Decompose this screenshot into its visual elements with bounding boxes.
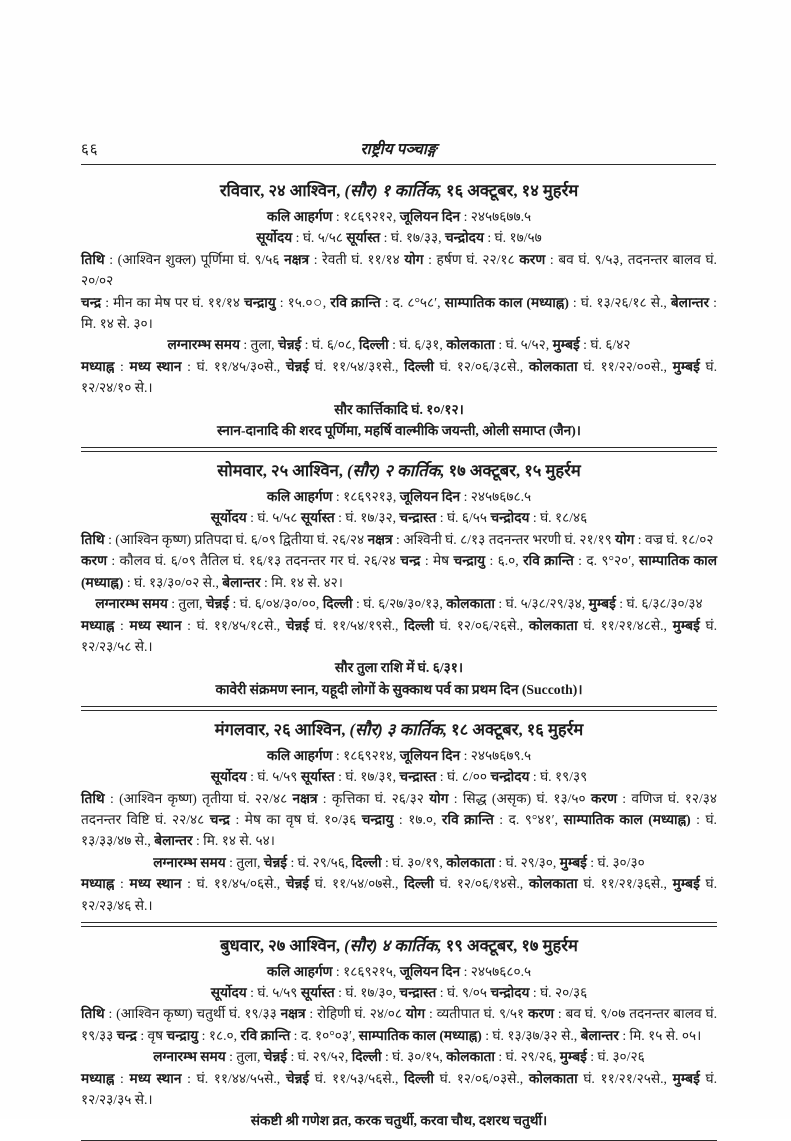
text-run: रविवार, २४ आश्विन, [219, 181, 345, 200]
text-run: चन्द्रास्त [399, 769, 437, 785]
text-run: : घं. २९/३०, [494, 854, 560, 870]
day-title [81, 459, 717, 483]
text-run: रवि क्रान्ति [523, 553, 574, 569]
kali-ahargana-line [81, 206, 717, 227]
text-run: : हर्षण घं. २२/१८ [423, 251, 520, 267]
chandra-line [81, 292, 717, 335]
sun-moon-times-line [81, 227, 717, 248]
text-run: सूर्योदय [210, 769, 247, 785]
text-run: : घं. ६/०४/३०/००, [229, 596, 323, 612]
text-run: : घं. ६/५५ [436, 510, 491, 526]
day-section-monday [81, 459, 717, 700]
tithi-line [81, 788, 717, 852]
text-run: : घं. ६/२७/३०/१३, [352, 596, 447, 612]
text-run: : घं. ५/५८ [246, 510, 301, 526]
sun-moon-times-line [81, 766, 717, 787]
text-run: लग्नारम्भ समय [153, 854, 226, 870]
text-run: : घं. २९/२६, [494, 1049, 560, 1065]
text-run: बेलान्तर [222, 574, 261, 590]
text-run: घं. ११/२२/००से., [577, 358, 673, 374]
text-run: दिल्ली [358, 337, 389, 353]
text-run: : १७.०, [393, 811, 442, 827]
text-run: मुम्बई [588, 596, 616, 612]
lagna-line [81, 334, 717, 355]
text-run: रवि क्रान्ति [330, 294, 381, 310]
text-run: : १८६९२१२, [332, 209, 400, 224]
text-run: : मि. १४ से. ५४। [192, 833, 275, 849]
tithi-line [81, 529, 717, 550]
madhyahna-line [81, 356, 717, 399]
page-number: ६६ [81, 142, 99, 158]
text-run: मुम्बई [559, 854, 587, 870]
text-run: घं. ११/२१/३६से., [577, 876, 673, 892]
text-run: घं. ११/५३/५६से., [309, 1070, 405, 1086]
text-run: : घं. ११/४४/५५से., [181, 1070, 286, 1086]
text-run: : मेष का वृष घं. १०/३६ [229, 811, 362, 827]
text-run: : [114, 358, 130, 374]
text-run: करण [590, 790, 617, 806]
text-run: बुधवार, २७ आश्विन, [220, 935, 345, 955]
saura-line [81, 399, 717, 420]
text-run: रवि क्रान्ति [441, 811, 494, 827]
text-run: : (आश्विन कृष्ण) प्रतिपदा घं. ६/०९ द्वितीया घं. २६/२४ [104, 531, 368, 547]
text-run: चेन्नई [263, 1049, 288, 1065]
text-run: साम्पातिक काल (मध्याह्न) [563, 811, 691, 827]
text-run: : १८६९२१३, [332, 489, 400, 505]
sun-moon-times-line [81, 982, 717, 1003]
text-run: नक्षत्र [284, 251, 310, 267]
text-run: : घं. १७/३१, [334, 769, 400, 785]
text-run: : बव घं. ९/५३, तदनन्तर बालव घं. २०/०२ [81, 251, 717, 289]
text-run: : [114, 617, 130, 633]
text-run: घं. १२/०६/२६से., [433, 617, 529, 633]
text-run: कोलकाता [446, 1049, 495, 1065]
text-run: तिथि [81, 531, 105, 547]
text-run: चेन्नई [285, 1070, 310, 1086]
text-run: जूलियन दिन [399, 209, 461, 224]
day-section-sunday [81, 179, 717, 441]
text-run: : घं. १३/३७/३२ से., [481, 1027, 581, 1043]
day-title [81, 934, 717, 958]
text-run: कावेरी संक्रमण स्नान, यहूदी लोगों के सुक्काथ पर्व का प्रथम दिन (Succoth)। [215, 681, 583, 697]
text-run: चेन्नई [285, 876, 310, 892]
text-run: लग्नारम्भ समय [167, 337, 240, 353]
text-run: घं. ११/५४/३१से., [309, 358, 405, 374]
text-run: चन्द्रायु [453, 553, 486, 569]
text-run: मुम्बई [672, 1070, 700, 1086]
text-run: जूलियन दिन [399, 747, 461, 763]
text-run: घं. ११/५४/०७से., [309, 876, 405, 892]
saura-line [81, 657, 717, 678]
text-run: : बव घं. ९/०७ तदनन्तर बालव घं. १९/३३ [81, 1006, 717, 1043]
text-run: : वज्र घं. १८/०२ [634, 531, 714, 547]
text-run: योग [615, 531, 635, 547]
text-run: : घं. ५/५९ [246, 984, 301, 1000]
karana-line [81, 550, 717, 593]
text-run: योग [429, 790, 449, 806]
text-run: मुम्बई [672, 358, 700, 374]
text-run: : घं. ११/४५/१८से., [181, 617, 286, 633]
text-run: सूर्यास्त [300, 769, 335, 785]
tithi-line [81, 249, 717, 292]
text-run: : घं. १३/२६/१८ से., [568, 294, 671, 310]
text-run: तिथि [81, 790, 105, 806]
text-run: कोलकाता [528, 876, 578, 892]
text-run: चेन्नई [263, 854, 288, 870]
text-run: मुम्बई [552, 337, 580, 353]
text-run: तिथि [81, 251, 105, 267]
running-title: राष्ट्रीय पञ्चाङ्ग [360, 141, 437, 158]
text-run: जूलियन दिन [399, 963, 461, 979]
day-title [81, 718, 717, 742]
text-run: : द. ८°५८′, [380, 294, 445, 310]
text-run: : द. ९°२०′, [573, 553, 639, 569]
text-run: (सौर) २ कार्तिक, [347, 461, 445, 481]
text-run: नक्षत्र [280, 1006, 306, 1022]
text-run: : २४५७६८०.५ [460, 963, 532, 979]
text-run: : घं. ३०/३० [586, 854, 645, 870]
text-run: : घं. ६/४२ [579, 337, 631, 353]
text-run: : घं. ५/३८/२९/३४, [494, 596, 589, 612]
text-run: : घं. ३०/१९, [381, 854, 447, 870]
text-run: चन्द्रायु [166, 1027, 199, 1043]
text-run: : घं. १७/३३, [380, 230, 445, 246]
text-run: चन्द्रोदय [490, 984, 530, 1000]
festival-line [81, 420, 717, 441]
text-run: : (आश्विन शुक्ल) पूर्णिमा घं. ९/५६ [104, 251, 285, 267]
text-run: : कौलव घं. ६/०९ तैतिल घं. १६/१३ तदनन्तर गर घं. २६/२४ [107, 553, 401, 569]
text-run: : द. १०°०३′, [290, 1027, 359, 1043]
text-run: दिल्ली [404, 617, 434, 633]
text-run: कोलकाता [528, 358, 578, 374]
text-run: : १८६९२१५, [332, 963, 400, 979]
text-run: चन्द्र [116, 1027, 137, 1043]
text-run: : घं. ८/०० [436, 769, 491, 785]
text-run: चन्द्रास्त [399, 510, 437, 526]
text-run: : वृष [136, 1027, 167, 1043]
section-divider [81, 447, 717, 452]
text-run: कोलकाता [446, 337, 495, 353]
text-run: करण [81, 553, 108, 569]
text-run: चेन्नई [285, 358, 310, 374]
lagna-line [81, 1046, 717, 1067]
text-run: घं. १२/२३/३५ से.। [81, 1070, 718, 1107]
text-run: कोलकाता [446, 596, 495, 612]
text-run: दिल्ली [351, 1049, 382, 1065]
festival-line [81, 679, 717, 700]
text-run: : द. ९°४१′, [493, 811, 564, 827]
text-run: चन्द्रोदय [490, 510, 530, 526]
text-run: साम्पातिक काल (मध्याह्न) [444, 294, 569, 310]
text-run: मध्य स्थान [129, 1070, 182, 1086]
text-run: दिल्ली [322, 596, 353, 612]
text-run: सूर्यास्त [300, 510, 335, 526]
text-run: घं. १२/२४/१० से.। [81, 358, 718, 396]
text-run: दिल्ली [351, 854, 382, 870]
text-run: घं. १२/२३/५८ से.। [81, 617, 718, 654]
text-run: घं. ११/५४/१९से., [309, 617, 405, 633]
text-run: मध्याह्न [81, 358, 115, 374]
text-run: : घं. ५/५२, [494, 337, 553, 353]
header-rule [81, 164, 716, 165]
text-run: : [114, 1070, 130, 1086]
text-run: : घं. ६/०८, [301, 337, 359, 353]
text-run: : मीन का मेष पर घं. ११/१४ [101, 294, 245, 310]
text-run: साम्पातिक काल (मध्याह्न) [81, 553, 718, 590]
text-run: घं. ११/२१/२५से., [577, 1070, 673, 1086]
text-run: : वणिज घं. १२/३४ तदनन्तर विष्टि घं. २२/४८ [81, 790, 718, 827]
text-run: : घं. २९/५६, [287, 854, 352, 870]
text-run: मध्याह्न [81, 876, 115, 892]
text-run: योग [404, 251, 424, 267]
text-run: : घं. ५/५८ [292, 230, 347, 246]
day-section-tuesday [81, 718, 717, 916]
text-run: : घं. ३०/२६ [586, 1049, 645, 1065]
text-run: सूर्यास्त [300, 984, 335, 1000]
text-run: : घं. ५/५९ [246, 769, 301, 785]
full-moon-icon: ○ [312, 294, 323, 311]
text-run: चन्द्रायु [244, 294, 276, 310]
text-run: लग्नारम्भ समय [153, 1049, 226, 1065]
text-run: : घं. २९/५२, [287, 1049, 352, 1065]
text-run: : घं. १३/३३/४७ से., [81, 811, 717, 849]
text-run: (सौर) १ कार्तिक, [344, 181, 442, 200]
text-run: १६ अक्टूबर, १४ मुहर्रम [441, 181, 579, 200]
text-run: : घं. ११/४५/०६से., [181, 876, 286, 892]
text-run: : ६.०, [485, 553, 524, 569]
text-run: : घं. १९/३९ [529, 769, 588, 785]
text-run: मंगलवार, २६ आश्विन, [214, 719, 350, 739]
text-run: : रोहिणी घं. २४/०८ [305, 1006, 406, 1022]
text-run: : २४५७६७९.५ [460, 747, 532, 763]
madhyahna-line [81, 615, 717, 658]
text-run: : तुला, [239, 337, 279, 353]
day-section-wednesday [81, 934, 717, 1132]
text-run: घं. १२/२३/४६ से.। [81, 876, 718, 913]
text-run: लग्नारम्भ समय [95, 596, 168, 612]
text-run: साम्पातिक काल (मध्याह्न) [358, 1027, 482, 1043]
text-run: घं. १२/०६/१४से., [433, 876, 529, 892]
text-run: दिल्ली [404, 358, 434, 374]
text-run: मध्य स्थान [129, 358, 182, 374]
running-head [81, 137, 716, 159]
day-title [81, 179, 717, 203]
text-run: १८ अक्टूबर, १६ मुहर्रम [446, 719, 584, 739]
text-run: : घं. ३०/१५, [381, 1049, 447, 1065]
text-run: : घं. ११/४५/३०से., [181, 358, 286, 374]
text-run: : तुला, [167, 596, 206, 612]
text-run: : २४५७६७८.५ [460, 489, 532, 505]
text-run: : (आश्विन कृष्ण) चतुर्थी घं. १९/३३ [104, 1006, 281, 1022]
lagna-line [81, 852, 717, 873]
text-run: घं. १२/०६/०३से., [433, 1070, 529, 1086]
text-run: सौर तुला राशि में घं. ६/३१। [334, 660, 464, 676]
text-run: : घं. ६/३१, [388, 337, 447, 353]
text-run: १९ अक्टूबर, १७ मुहर्रम [441, 935, 578, 955]
text-run: करण [519, 251, 546, 267]
text-run: चन्द्रास्त [399, 984, 437, 1000]
text-run: घं. ११/२१/४८से., [577, 617, 673, 633]
text-run: कलि आहर्गण [266, 209, 333, 224]
lagna-line [81, 593, 717, 614]
text-run: : १८६९२१४, [332, 747, 400, 763]
text-run: कोलकाता [446, 854, 495, 870]
text-run: : घं. ६/३८/३०/३४ [615, 596, 703, 612]
text-run: जूलियन दिन [399, 489, 461, 505]
text-run: योग [405, 1006, 426, 1022]
text-run: : व्यतीपात घं. ९/५१ [425, 1006, 528, 1022]
kali-ahargana-line [81, 961, 717, 982]
festival-line [81, 1110, 717, 1131]
text-run: (सौर) ३ कार्तिक, [349, 719, 447, 739]
text-run: कलि आहर्गण [266, 963, 333, 979]
day-sections [81, 172, 717, 1141]
text-run: : मि. १४ से. ४२। [260, 574, 343, 590]
text-run: : घं. २०/३६ [529, 984, 588, 1000]
text-run: कोलकाता [528, 1070, 578, 1086]
text-run: : रेवती घं. ११/१४ [309, 251, 405, 267]
text-run: सूर्यास्त [346, 230, 381, 246]
text-run: १७ अक्टूबर, १५ मुहर्रम [444, 461, 581, 481]
text-run: सूर्योदय [256, 230, 293, 246]
section-divider [81, 706, 717, 711]
kali-ahargana-line [81, 486, 717, 507]
text-run: रवि क्रान्ति [240, 1027, 291, 1043]
text-run: करण [527, 1006, 554, 1022]
text-run: : कृत्तिका घं. २६/३२ [317, 790, 430, 806]
text-run: कोलकाता [528, 617, 578, 633]
text-run: : घं. १७/३२, [334, 510, 400, 526]
text-run: : (आश्विन कृष्ण) तृतीया घं. २२/४८ [104, 790, 293, 806]
text-run: चन्द्रोदय [490, 769, 530, 785]
text-run: बेलान्तर [154, 833, 193, 849]
text-run: दिल्ली [404, 1070, 434, 1086]
text-run: तिथि [81, 1006, 105, 1022]
text-run: : तुला, [225, 1049, 264, 1065]
text-run: : सिद्ध (असृक) घं. १३/५० [448, 790, 591, 806]
section-divider [81, 922, 717, 927]
text-run: मुम्बई [672, 617, 700, 633]
text-run: कलि आहर्गण [266, 747, 333, 763]
text-run: : घं. १८/४६ [529, 510, 588, 526]
text-run: चन्द्रोदय [444, 230, 484, 246]
text-run: सूर्योदय [210, 984, 247, 1000]
text-run: : १८.०, [198, 1027, 241, 1043]
text-run: : घं. १७/५७ [483, 230, 542, 246]
text-run: : तुला, [225, 854, 264, 870]
text-run: दिल्ली [404, 876, 434, 892]
text-run: चन्द्र [209, 811, 230, 827]
text-run: : २४५७६७७.५ [460, 209, 532, 224]
text-run: स्नान-दानादि की शरद पूर्णिमा, महर्षि वाल्मीकि जयन्ती, ओली समाप्त (जैन)। [217, 423, 581, 439]
madhyahna-line [81, 873, 717, 916]
text-run: चन्द्र [400, 553, 421, 569]
text-run: बेलान्तर [670, 294, 710, 310]
tithi-line [81, 1003, 717, 1046]
text-run: सोमवार, २५ आश्विन, [217, 461, 348, 481]
text-run: : मि. १४ से. ३०। [81, 294, 717, 332]
text-run: नक्षत्र [367, 531, 393, 547]
text-run: : घं. १३/३०/०२ से., [123, 574, 223, 590]
text-run: : मेष [420, 553, 454, 569]
text-run: कलि आहर्गण [266, 489, 333, 505]
text-run: मुम्बई [559, 1049, 587, 1065]
text-run: मुम्बई [672, 876, 700, 892]
text-run: (सौर) ४ कार्तिक, [344, 935, 442, 955]
text-run: चन्द्र [81, 294, 102, 310]
text-run: सूर्योदय [210, 510, 247, 526]
text-run: : मि. १५ से. ०५। [618, 1027, 702, 1043]
text-run: चेन्नई [285, 617, 310, 633]
text-run: : घं. १७/३०, [334, 984, 400, 1000]
text-run: , [322, 294, 331, 310]
text-run: : [114, 876, 130, 892]
sun-moon-times-line [81, 507, 717, 528]
text-run: चेन्नई [205, 596, 230, 612]
text-run: मध्य स्थान [129, 617, 182, 633]
kali-ahargana-line [81, 745, 717, 766]
text-run: सौर कार्त्तिकादि घं. १०/१२। [334, 401, 464, 417]
text-run: चेन्नई [278, 337, 302, 353]
text-run: मध्याह्न [81, 1070, 115, 1086]
text-run: बेलान्तर [580, 1027, 619, 1043]
text-run: संकष्टी श्री गणेश व्रत, करक चतुर्थी, करवा चौथ, दशरथ चतुर्थी। [250, 1113, 548, 1129]
text-run: नक्षत्र [292, 790, 318, 806]
text-run: : अश्विनी घं. ८/१३ तदनन्तर भरणी घं. २१/१९ [392, 531, 616, 547]
text-run: मध्य स्थान [129, 876, 182, 892]
text-run: चन्द्रायु [361, 811, 394, 827]
madhyahna-line [81, 1068, 717, 1111]
text-run: मध्याह्न [81, 617, 115, 633]
text-run: : १५.० [275, 294, 313, 310]
text-run: : घं. ९/०५ [436, 984, 491, 1000]
text-run: घं. १२/०६/३८से., [433, 358, 529, 374]
